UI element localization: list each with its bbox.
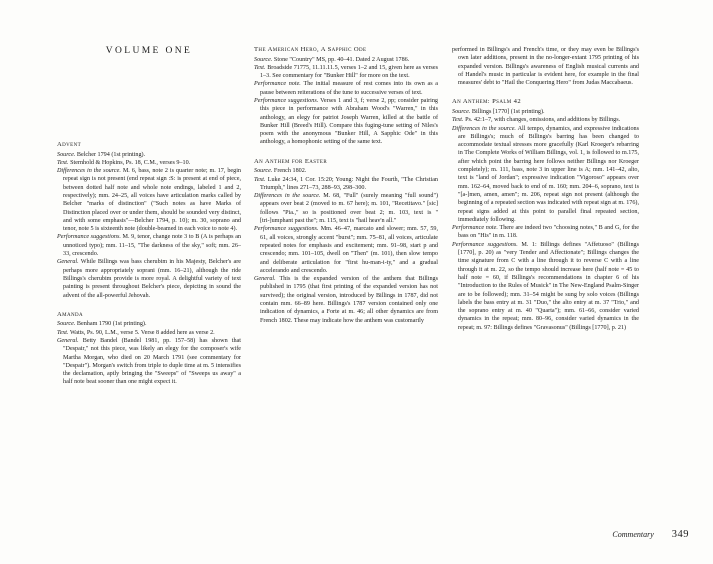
entry-text: Benham 1790 (1st printing). bbox=[76, 321, 147, 328]
entry-label: Source. bbox=[57, 321, 76, 328]
commentary-entry bbox=[254, 225, 438, 275]
entry-text: Belcher 1794 (1st printing). bbox=[76, 151, 146, 158]
entry-label: Performance suggestions. bbox=[452, 241, 518, 248]
commentary-entry bbox=[57, 167, 241, 233]
entry-text: Verses 1 and 3, f; verse 2, pp; consider pairing this piece in performance with Abraham Wood's "Warren," in this anthology, an elegy for patriot Joseph Warren, killed at the battle of Bunker Hill (Breed's Hill). Compare this fuging-tune setting of Niles's poem with the anonymous "Bunker Hill, A Sapphic Ode" in this anthology, a homophonic setting of the same text. bbox=[260, 97, 438, 146]
entry-label: Performance suggestions. bbox=[57, 234, 121, 241]
entry-text: Watts, Ps. 90, L.M., verse 5. Verse 8 added here as verse 2. bbox=[69, 329, 215, 336]
entry-label: Performance note. bbox=[254, 81, 301, 88]
commentary-entry bbox=[57, 151, 241, 159]
entry-text: All tempo, dynamics, and expressive indications are Billings's; much of Billings's barring has been changed to accommodate textual stresses more gracefully (Karl Kroeger's rebarring in The Complete Works of William Billings, vol. 1, is followed to m.175, after which point the barring here follows neither Billings nor Kroeger completely); m. 111, bass, note 3 in upper line is A; mm. 141–42, alto, text is "land of Jordan"; expressive indication "Vigoroso" appears over mm. 162–64, moved back to end of m. 160; mm. 204–6, soprano, text is "[a-]men, amen, amen"; m. 206, repeat sign not present (although the beginning of a repeated section was indicated with repeat sign at m. 176), repeat signs added at this point to parallel final repeated section, immediately following. bbox=[458, 125, 639, 223]
entry-text: Mm. 46–47, marcato and slower; mm. 57, 59, 61, all voices, strongly accent "burst"; mm. 75–81, all voices, articulate repeated notes for emphasis and excitement; mm. 91–98, start p and crescendo; mm. 101–105, dwell on "Then" (m. 101), then slow tempo and deliberate articulation for "first hu-man-i-ty," and a gradual accelerando and crescendo. bbox=[260, 226, 438, 274]
entry-label: Source. bbox=[254, 56, 273, 63]
volume-title: VOLUME ONE bbox=[105, 46, 193, 56]
commentary-entry bbox=[452, 125, 639, 225]
song-heading: Advent bbox=[57, 141, 82, 148]
entry-text: Luke 24:34, 1 Cor. 15:20; Young: Night the Fourth, "The Christian Triumph," lines 271–73, 288–93, 298–300. bbox=[260, 176, 438, 191]
entry-label: Text. bbox=[254, 64, 266, 71]
commentary-entry bbox=[57, 159, 241, 167]
commentary-entry bbox=[57, 329, 241, 337]
entry-label: Text. bbox=[254, 176, 266, 183]
entry-text: Betty Bandel (Bandel 1981, pp. 157–58) has shown that "Despair," not this piece, was likely an elegy for the composer's wife Martha Morgan, who died on 20 March 1791 (see commentary for "Despair"). Morgan's switch from triple to duple time at m. 5 intensifies the declamation, aptly bringing the "Sweeps" of "Sweeps us away" a half note beat sooner than one might expect it. bbox=[63, 337, 241, 386]
entry-label: Performance suggestions. bbox=[254, 97, 319, 104]
running-footer-title: Commentary bbox=[612, 530, 654, 539]
page-number: 349 bbox=[671, 529, 689, 540]
page-footer bbox=[612, 529, 689, 540]
commentary-entry bbox=[452, 241, 639, 332]
entry-label: Text. bbox=[57, 159, 69, 166]
entry-label: General. bbox=[57, 337, 79, 344]
entry-label: Performance suggestions. bbox=[254, 226, 319, 233]
entry-text: M. 68, "Full" (surely meaning "full sound") appears over beat 2 (moved to m. 67 here); m. 101, "Recetitavo." [sic] follows "Pia.," so is positioned over beat 2; m. 103, text is "[tri-]umphant past the"; m. 115, text is "hail heav'n all." bbox=[260, 193, 439, 225]
commentary-entry bbox=[254, 97, 438, 147]
column-1-sections bbox=[57, 141, 241, 387]
commentary-entry bbox=[57, 258, 241, 299]
commentary-entry bbox=[57, 337, 241, 387]
column-2 bbox=[254, 46, 438, 325]
commentary-entry bbox=[254, 64, 438, 81]
entry-label: Source. bbox=[452, 108, 471, 115]
commentary-entry bbox=[254, 167, 438, 175]
commentary-entry bbox=[452, 108, 639, 116]
commentary-entry bbox=[452, 116, 639, 124]
entry-text: Billings [1770] (1st printing). bbox=[471, 108, 545, 115]
entry-text: M. 1: Billings defines "Affetuoso" (Billings [1770], p. 20) as "very Tender and Affectionate"; Billings changes the time signature from C with a line through it to reverse C with a line through it at m. 22, so the tempo should increase here (half note = 45 to half note = 60, if Billings's recommendations in chapter 6 of his "Introduction to the Rules of Musick" in The New-England Psalm-Singer are to be followed); mm. 31–54 might be sung by solo voices (Billings labels the bass entry at m. 31 "Duo," the alto entry at m. 37 "Trio," and the soprano entry at m. 40 "Quarta"); mm. 61–66, consider varied dynamics in the repeat; mm. 80–96, consider varied dynamics in the repeat; m. 97: Billings defines "Gravasonus" (Billings [1770], p. 21) bbox=[458, 241, 639, 331]
entry-label: Source. bbox=[254, 168, 273, 175]
entry-text: There are indeed two "choosing notes," B and G, for the bass on "His" in m. 118. bbox=[458, 225, 639, 240]
entry-text: M. 6, bass, note 2 is quarter note; m. 17, begin repeat sign is not present (end repeat sign :S: is present at end of piece, between dotted half note and whole note endings, labeled 1 and 2, respectively); mm. 24–25, all voices have articulation marks called by Belcher "marks of distinction" ("Such notes as have Marks of Distinction placed over or under them, should be sounded very distinct, and with some emphasis"—Belcher 1794, p. 10); m. 30, soprano and tenor, note 5 is sixteenth note (double-beamed in each voice to note 4). bbox=[63, 168, 241, 233]
commentary-entry bbox=[254, 192, 438, 225]
commentary-entry bbox=[452, 46, 639, 87]
entry-label: Performance note. bbox=[452, 225, 498, 232]
commentary-entry bbox=[254, 56, 438, 64]
entry-text: M. 9, tenor, change note 3 to B (A is perhaps an unnoticed typo); mm. 11–15, "The darkness of the sky," soft; mm. 26–33, crescendo. bbox=[63, 234, 241, 258]
entry-text: Sternhold & Hopkins, Ps. 18, C.M., verses 9–10. bbox=[70, 159, 191, 166]
entry-text: Ps. 42:1–7, with changes, omissions, and additions by Billings. bbox=[465, 117, 621, 124]
song-heading: An Anthem for Easter bbox=[254, 157, 328, 165]
entry-label: Text. bbox=[452, 117, 464, 124]
entry-text: French 1802. bbox=[273, 168, 307, 175]
entry-text: Broadside 71775, 11.11.11.5, verses 1–2 and 15, given here as verses 1–3. See commentary for "Bunker Hill" for more on the text. bbox=[260, 64, 438, 80]
column-3-sections bbox=[452, 46, 639, 332]
entry-label: Text. bbox=[57, 329, 69, 336]
entry-text: Stone "Country" MS, pp. 40–41. Dated 2 August 1786. bbox=[273, 56, 410, 63]
commentary-entry bbox=[254, 275, 438, 325]
entry-label: General. bbox=[57, 259, 79, 266]
song-heading: Amanda bbox=[57, 310, 84, 318]
column-1 bbox=[57, 40, 241, 387]
song-heading: An Anthem: Psalm 42 bbox=[452, 98, 522, 106]
entry-label: Differences in the source. bbox=[254, 193, 321, 200]
column-3 bbox=[452, 46, 639, 332]
column-2-sections bbox=[254, 46, 438, 325]
entry-label: Source. bbox=[57, 151, 76, 158]
entry-text: performed in Billings's and French's time, or they may even be Billings's own later additions, present in the no-longer-extant 1795 printing of his expanded version. Billings's awareness of English musical currents and of Handel's music in particular is evident here, for example in the final measures' debt to "Hail the Conquering Hero" from Judas Maccabaeus. bbox=[452, 47, 639, 87]
entry-label: Differences in the source. bbox=[57, 168, 121, 175]
entry-text: This is the expanded version of the anthem that Billings published in 1795 (that first printing of the expanded version has not survived); the original version, introduced by Billings in 1787, did not contain mm. 66–89 here. Billings's 1787 version contained only one indication of dynamics, a Forte at m. 46; all other dynamics are from French 1802. These may indicate how the anthem was customarily bbox=[260, 276, 438, 324]
song-heading: The American Hero, A Sapphic Ode bbox=[254, 46, 367, 53]
entry-text: The initial measure of rest comes into its own as a pause between reiterations of the tune to successive verses of text. bbox=[260, 81, 439, 96]
entry-label: General. bbox=[254, 276, 276, 283]
commentary-entry bbox=[57, 233, 241, 258]
commentary-entry bbox=[254, 176, 438, 193]
commentary-entry bbox=[57, 320, 241, 328]
commentary-entry bbox=[254, 80, 438, 97]
entry-text: While Billings was bass cherubim in his Majesty, Belcher's are perhaps more appropriately soprani (mm. 16–21), although the ride Billings's cherubim provide is more royal. A delightful variety of text painting is present throughout Belcher's piece, depicting in sound the advent of the all-powerful Jehovah. bbox=[63, 259, 241, 299]
entry-label: Differences in the source. bbox=[452, 125, 516, 132]
commentary-entry bbox=[452, 224, 639, 241]
